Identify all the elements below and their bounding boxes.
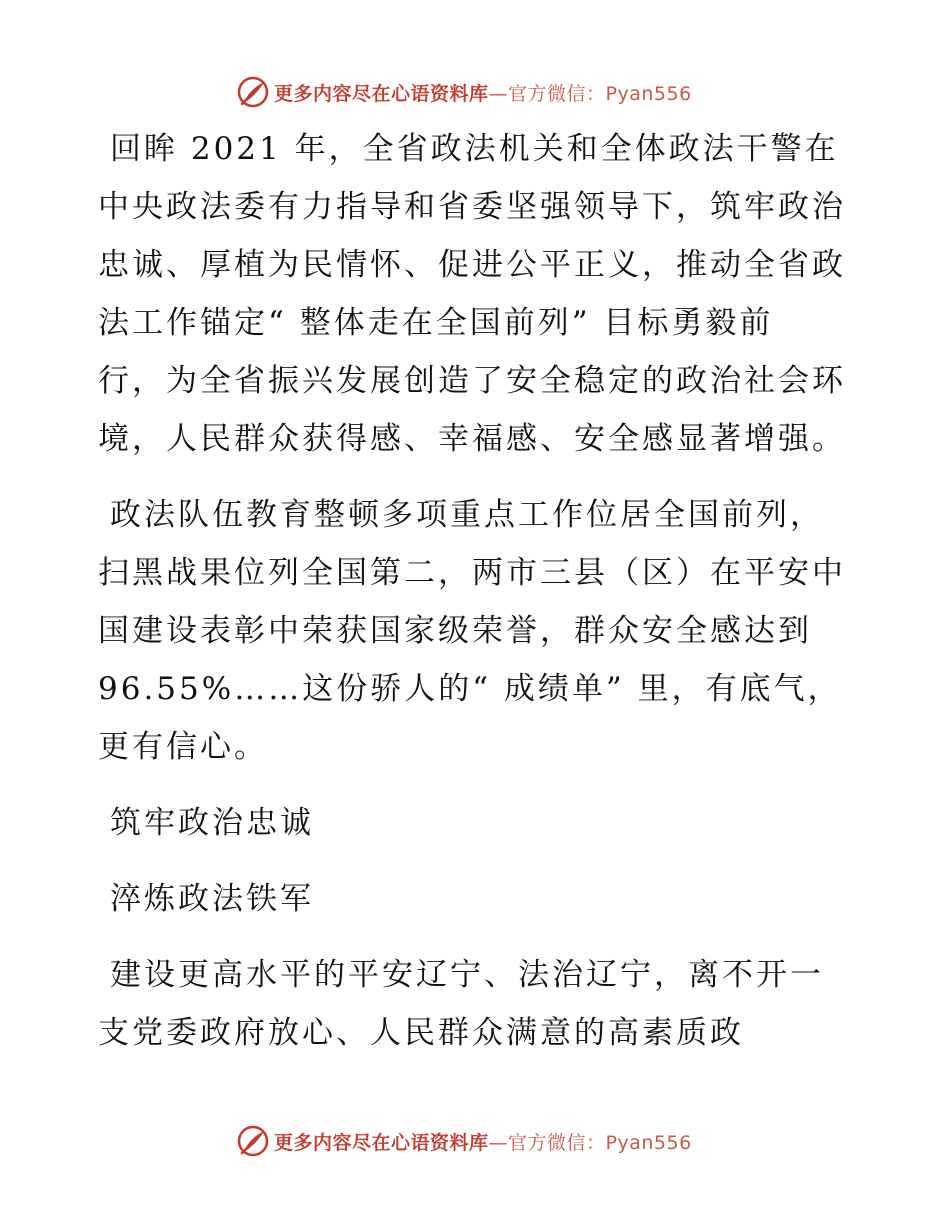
text-line: 国建设表彰中荣获国家级荣誉，群众安全感达到 bbox=[98, 613, 812, 649]
watermark-main-text: 更多内容尽在心语资料库 bbox=[274, 1131, 489, 1154]
watermark-text bbox=[274, 79, 692, 106]
text-line: 更有信心。 bbox=[98, 729, 268, 765]
text-line: 忠诚、厚植为民情怀、促进公平正义，推动全省政 bbox=[98, 247, 846, 283]
text-line: 建设更高水平的平安辽宁、法治辽宁，离不开一 bbox=[110, 957, 824, 993]
watermark-wechat-text: —官方微信：Pyan556 bbox=[488, 1131, 692, 1154]
text-line: 筑牢政治忠诚 bbox=[110, 805, 314, 841]
text-line: 中央政法委有力指导和省委坚强领导下，筑牢政治 bbox=[98, 189, 846, 225]
text-line: 支党委政府放心、人民群众满意的高素质政 bbox=[98, 1015, 744, 1051]
footer-watermark bbox=[236, 1123, 692, 1159]
feather-pen-logo-icon bbox=[236, 1124, 270, 1158]
header-watermark bbox=[236, 74, 692, 110]
paragraph-safe-liaoning bbox=[98, 946, 858, 1062]
text-line: 行，为全省振兴发展创造了安全稳定的政治社会环 bbox=[98, 363, 846, 399]
text-line: 法工作锚定“ 整体走在全国前列” 目标勇毅前 bbox=[98, 305, 774, 341]
text-line: 回眸 2021 年，全省政法机关和全体政法干警在 bbox=[110, 131, 839, 167]
heading-iron-army bbox=[98, 870, 858, 928]
text-line: 境，人民群众获得感、幸福感、安全感显著增强。 bbox=[98, 421, 846, 457]
text-line: 96.55%……这份骄人的“ 成绩单” 里，有底气， bbox=[98, 671, 842, 707]
text-line: 政法队伍教育整顿多项重点工作位居全国前列， bbox=[110, 497, 824, 533]
document-body bbox=[98, 120, 858, 1080]
text-line: 淬炼政法铁军 bbox=[110, 881, 314, 917]
watermark-wechat-text: —官方微信：Pyan556 bbox=[488, 82, 692, 105]
feather-pen-logo-icon bbox=[236, 75, 270, 109]
text-line: 扫黑战果位列全国第二，两市三县（区）在平安中 bbox=[98, 555, 846, 591]
watermark-main-text: 更多内容尽在心语资料库 bbox=[274, 82, 489, 105]
watermark-text bbox=[274, 1128, 692, 1155]
paragraph-review-2021 bbox=[98, 120, 858, 468]
heading-political-loyalty bbox=[98, 794, 858, 852]
paragraph-achievements bbox=[98, 486, 858, 776]
